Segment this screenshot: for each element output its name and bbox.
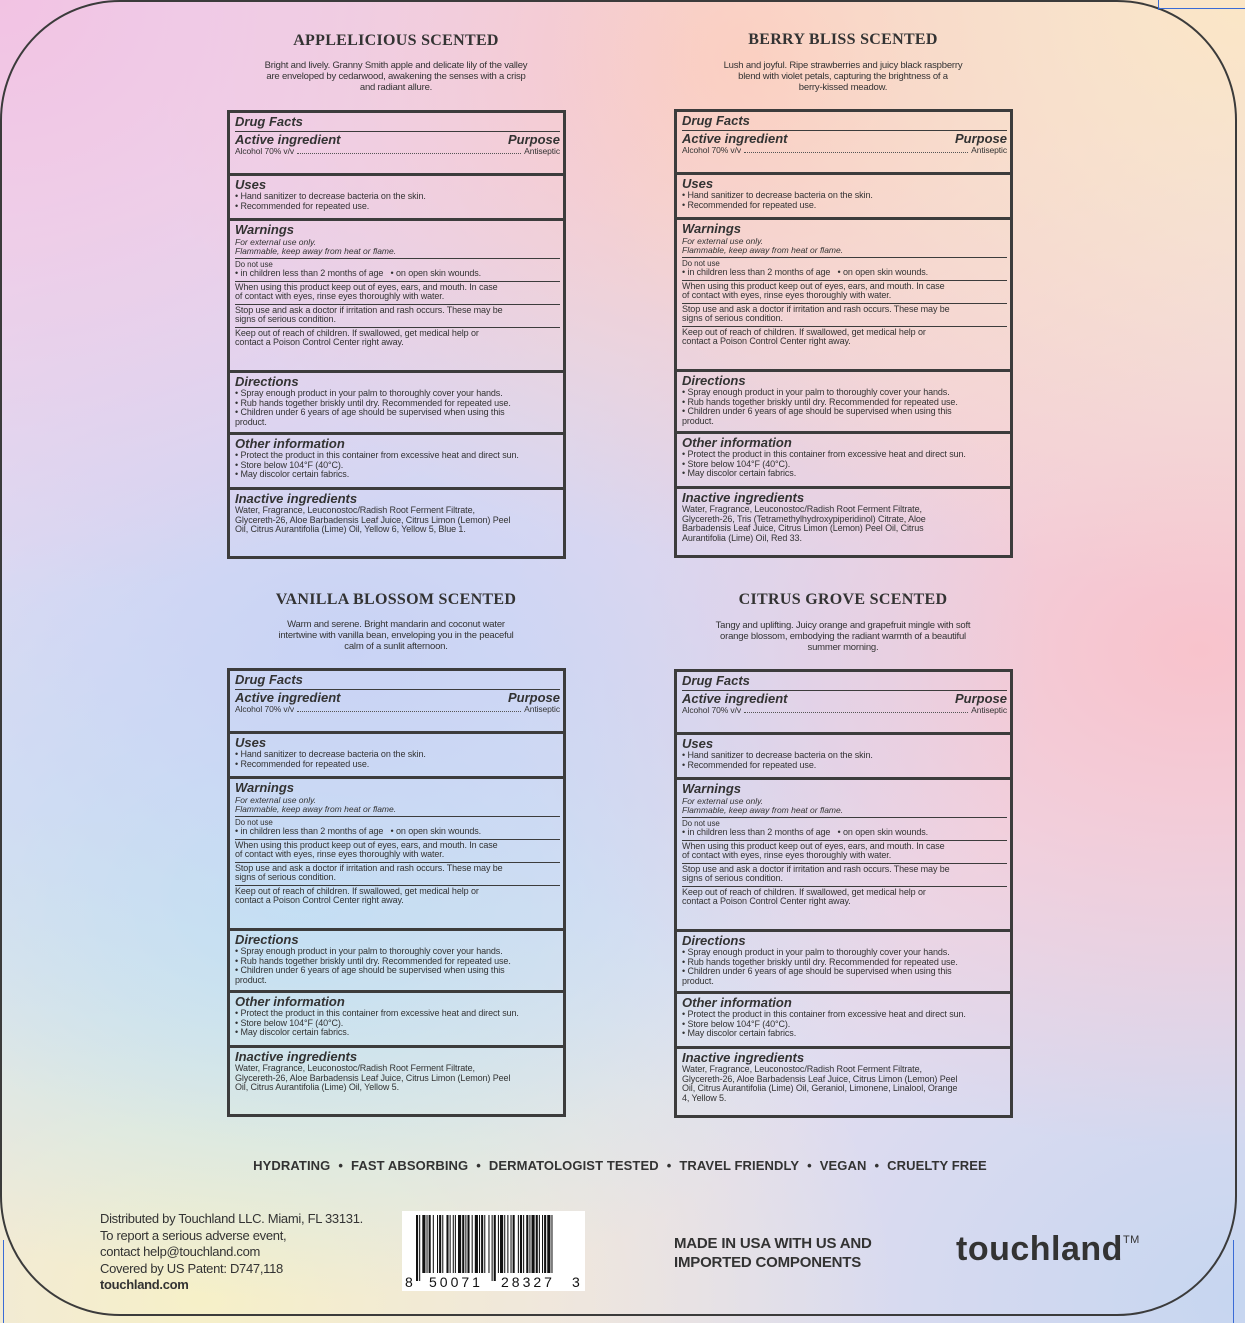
active-ingredient-line [235,147,560,157]
other-information-heading: Other information [682,435,792,450]
keep-out-line: Keep out of reach of children. If swallowed, get medical help or [682,326,926,337]
do-not-use-item: • in children less than 2 months of age [235,826,384,836]
directions-line: • Rub hands together briskly until dry. Recommended for repeated use. [235,397,511,408]
other-information-line: • Protect the product in this container from excessive heat and direct sun. [682,1009,966,1019]
inactive-ingredients-line: Water, Fragrance, Leuconostoc/Radish Root Ferment Filtrate, [235,505,475,515]
directions-line: • Children under 6 years of age should be supervised when using this [235,965,505,975]
claim-separator: • [807,1158,812,1173]
product-description [226,619,566,652]
when-using-block [235,282,560,305]
leader-dots [297,711,521,712]
do-not-use-line [682,268,1007,278]
claim: DERMATOLOGIST TESTED [488,1158,659,1173]
warning-italic-line: Flammable, keep away from heat or flame. [682,805,844,815]
barcode-bar [544,1215,546,1273]
claim: CRUELTY FREE [887,1158,987,1173]
barcode-bar [520,1215,522,1273]
inactive-ingredients-section [230,1048,563,1114]
do-not-use-item: • on open skin wounds. [837,267,929,277]
stop-use-line: Stop use and ask a doctor if irritation and rash occurs. These may be [235,862,503,873]
product-title: BERRY BLISS SCENTED [748,31,938,48]
active-ingredient-value: Alcohol 70% v/v [682,145,741,155]
description-line: blend with violet petals, capturing the brightness of a [738,71,948,82]
description-line: orange blossom, embodying the radiant warmth of a beautiful [720,631,966,642]
external-use-warning [235,795,560,817]
directions-line: • Children under 6 years of age should be supervised when using this [235,407,505,417]
drug-facts-heading: Drug Facts [235,672,303,687]
product-title: CITRUS GROVE SCENTED [738,591,948,608]
external-use-warning [682,796,1007,818]
other-information-section [230,435,563,490]
barcode-check-digit: 3 [572,1274,580,1290]
do-not-use-heading: Do not use [682,819,720,828]
active-ingredient-value: Alcohol 70% v/v [235,146,294,156]
directions-line: • Rub hands together briskly until dry. Recommended for repeated use. [682,396,958,407]
inactive-ingredients-section [677,489,1010,555]
drug-facts-header-section [677,672,1010,735]
other-information-line: • May discolor certain fabrics. [682,1028,797,1038]
drug-facts-header-section [230,671,563,734]
other-information-line: • May discolor certain fabrics. [235,469,350,479]
when-using-line: When using this product keep out of eyes, ears, and mouth. In case [682,280,945,291]
inactive-ingredients-heading: Inactive ingredients [235,491,358,506]
when-using-line: When using this product keep out of eyes, ears, and mouth. In case [235,839,498,850]
warnings-section [677,780,1010,932]
description-line: calm of a sunlit afternoon. [344,641,448,652]
claim-separator: • [666,1158,672,1173]
other-information-line: • Store below 104°F (40°C). [235,459,344,470]
directions-section [230,931,563,993]
do-not-use-line [235,827,560,837]
barcode-bar [492,1215,493,1281]
uses-line: • Recommended for repeated use. [235,200,370,211]
keep-out-line: Keep out of reach of children. If swallowed, get medical help or [235,885,479,896]
directions-line: • Spray enough product in your palm to thoroughly cover your hands. [682,387,950,397]
barcode-bar [453,1215,454,1273]
barcode-bar [536,1215,538,1273]
do-not-use-item: • on open skin wounds. [390,826,482,836]
warnings-heading: Warnings [682,781,741,796]
contact-line: contact help@touchland.com [100,1244,261,1259]
stop-use-line: Stop use and ask a doctor if irritation and rash occurs. These may be [235,304,503,315]
uses-line: • Hand sanitizer to decrease bacteria on the skin. [682,190,873,200]
drug-facts-heading: Drug Facts [682,673,750,688]
barcode-bar [484,1215,485,1273]
drug-facts-box [227,668,566,1117]
barcode-bar [472,1215,473,1273]
product-description [226,60,566,93]
other-information-line: • May discolor certain fabrics. [682,468,797,478]
do-not-use-heading: Do not use [235,260,273,269]
inactive-ingredients-section [677,1049,1010,1115]
purpose-value: Antiseptic [524,704,560,714]
active-ingredient-line [682,146,1007,156]
stop-use-block [682,864,1007,887]
directions-heading: Directions [235,374,299,389]
barcode-bar [526,1215,528,1273]
active-ingredient-row [682,130,1007,156]
barcode-bar [475,1215,478,1273]
barcode-bar [507,1215,508,1273]
uses-heading: Uses [235,177,267,192]
when-using-line: of contact with eyes, rinse eyes thoroughly with water. [682,290,892,300]
uses-line: • Hand sanitizer to decrease bacteria on the skin. [235,749,426,759]
inactive-ingredients-line: Glycereth-26, Tris (Tetramethylhydroxypiperidinol) Citrate, Aloe [682,513,926,524]
do-not-use-block [235,817,560,840]
uses-line: • Hand sanitizer to decrease bacteria on the skin. [682,750,873,760]
purpose-heading: Purpose [507,132,560,147]
when-using-block [682,281,1007,304]
barcode-bar [439,1215,441,1273]
inactive-ingredients-line: Glycereth-26, Aloe Barbadensis Leaf Juice, Citrus Limon (Lemon) Peel [235,1072,511,1083]
drug-facts-header-section [677,112,1010,175]
other-information-line: • May discolor certain fabrics. [235,1027,350,1037]
keep-out-block [235,886,560,908]
barcode-bar [446,1215,448,1273]
other-information-line: • Store below 104°F (40°C). [235,1017,344,1028]
barcode-bar [529,1215,530,1273]
uses-line: • Recommended for repeated use. [235,758,370,769]
do-not-use-heading: Do not use [235,818,273,827]
do-not-use-block [682,258,1007,281]
active-ingredient-heading: Active ingredient [235,690,341,705]
barcode-lead-digit: 8 [405,1274,413,1290]
barcode-bar [458,1215,461,1273]
directions-line: • Children under 6 years of age should be supervised when using this [682,966,952,976]
other-information-line: • Protect the product in this container from excessive heat and direct sun. [235,450,519,460]
claim: HYDRATING [253,1158,331,1173]
brand-logo [956,1230,1140,1269]
warning-italic-line: Flammable, keep away from heat or flame. [682,245,844,255]
purpose-value: Antiseptic [971,145,1007,155]
description-line: summer morning. [807,642,879,653]
active-ingredient-heading: Active ingredient [682,691,788,706]
directions-line: • Rub hands together briskly until dry. Recommended for repeated use. [682,956,958,967]
barcode-bar [419,1215,420,1281]
when-using-line: When using this product keep out of eyes, ears, and mouth. In case [682,840,945,851]
do-not-use-item: • on open skin wounds. [390,268,482,278]
stop-use-line: signs of serious condition. [235,872,336,882]
do-not-use-item: • in children less than 2 months of age [682,267,831,277]
uses-line: • Recommended for repeated use. [682,759,817,770]
barcode-right-digits: 28327 [501,1274,555,1290]
uses-section [230,734,563,779]
directions-line: • Rub hands together briskly until dry. Recommended for repeated use. [235,955,511,966]
do-not-use-line [682,828,1007,838]
barcode-bar [467,1215,469,1273]
trademark-mark: TM [1122,1234,1140,1246]
patent-line: Covered by US Patent: D747,118 [100,1260,283,1276]
do-not-use-block [682,818,1007,841]
stop-use-line: signs of serious condition. [235,314,336,324]
other-information-section [230,993,563,1048]
drug-facts-heading: Drug Facts [682,113,750,128]
directions-heading: Directions [682,373,746,388]
distributor-line: Distributed by Touchland LLC. Miami, FL 33131. [100,1211,363,1226]
directions-heading: Directions [235,932,299,947]
barcode-bar [494,1215,496,1281]
claim: FAST ABSORBING [351,1158,469,1173]
directions-line: • Spray enough product in your palm to thoroughly cover your hands. [235,946,503,956]
do-not-use-line [235,269,560,279]
description-line: Lush and joyful. Ripe strawberries and juicy black raspberry [723,60,963,71]
active-ingredient-line [682,706,1007,716]
directions-line: product. [235,974,267,985]
other-information-section [677,434,1010,489]
barcode-bar [511,1215,512,1273]
other-information-line: • Protect the product in this container from excessive heat and direct sun. [682,449,966,459]
trim-mark [3,1240,4,1323]
uses-heading: Uses [235,735,267,750]
inactive-ingredients-heading: Inactive ingredients [682,490,805,505]
active-heading-row [235,691,560,705]
drug-facts-box [674,669,1013,1118]
keep-out-line: contact a Poison Control Center right away. [235,895,404,905]
barcode-bar [523,1215,524,1273]
barcode-bar [500,1215,503,1273]
keep-out-line: Keep out of reach of children. If swallowed, get medical help or [235,327,479,338]
active-heading-row [235,133,560,147]
leader-dots [744,152,968,153]
stop-use-line: Stop use and ask a doctor if irritation and rash occurs. These may be [682,303,950,314]
warnings-heading: Warnings [235,780,294,795]
made-in-usa [674,1234,872,1272]
barcode-bar [465,1215,466,1273]
description-line: Bright and lively. Granny Smith apple and delicate lily of the valley [264,60,528,71]
leader-dots [744,712,968,713]
stop-use-line: signs of serious condition. [682,873,783,883]
drug-facts-box [227,110,566,559]
purpose-heading: Purpose [507,690,560,705]
when-using-line: of contact with eyes, rinse eyes thoroughly with water. [235,849,445,859]
barcode-bar [539,1215,540,1273]
claim-separator: • [874,1158,880,1173]
barcode-bar [429,1215,431,1273]
other-information-line: • Store below 104°F (40°C). [682,458,791,469]
directions-line: product. [235,416,267,427]
inactive-ingredients-line: 4, Yellow 5. [682,1092,727,1103]
active-ingredient-row [235,131,560,157]
inactive-ingredients-line: Glycereth-26, Aloe Barbadensis Leaf Juice, Citrus Limon (Lemon) Peel [682,1073,958,1084]
description-line: Warm and serene. Bright mandarin and coconut water [287,619,505,630]
keep-out-line: Keep out of reach of children. If swallowed, get medical help or [682,886,926,897]
other-information-heading: Other information [235,994,345,1009]
warning-italic-line: For external use only. [682,236,764,246]
barcode-bar [542,1215,543,1273]
other-information-line: • Protect the product in this container from excessive heat and direct sun. [235,1008,519,1018]
inactive-ingredients-line: Oil, Citrus Aurantifolia (Lime) Oil, Yellow 6, Yellow 5, Blue 1. [235,524,466,534]
warnings-section [677,220,1010,372]
warning-italic-line: Flammable, keep away from heat or flame. [235,804,397,814]
other-information-heading: Other information [235,436,345,451]
active-ingredient-heading: Active ingredient [682,131,788,146]
other-information-line: • Store below 104°F (40°C). [682,1018,791,1029]
uses-section [677,175,1010,220]
directions-section [230,373,563,435]
external-use-warning [235,237,560,259]
inactive-ingredients-line: Water, Fragrance, Leuconostoc/Radish Root Ferment Filtrate, [235,1063,475,1073]
inactive-ingredients-heading: Inactive ingredients [682,1050,805,1065]
barcode-bar [416,1215,418,1281]
drug-facts-box [674,109,1013,558]
when-using-line: When using this product keep out of eyes, ears, and mouth. In case [235,281,498,292]
barcode-bar [462,1215,464,1273]
directions-line: • Spray enough product in your palm to thoroughly cover your hands. [682,947,950,957]
active-ingredient-line [235,705,560,715]
trim-mark [1158,8,1245,9]
other-information-section [677,994,1010,1049]
barcode-bar [547,1215,550,1273]
product-description [672,60,1014,93]
external-use-warning [682,236,1007,258]
barcode-bar [504,1215,505,1273]
directions-line: product. [682,975,714,986]
uses-line: • Recommended for repeated use. [682,199,817,210]
inactive-ingredients-line: Water, Fragrance, Leuconostoc/Radish Root Ferment Filtrate, [682,504,922,514]
when-using-block [682,841,1007,864]
claim-separator: • [338,1158,344,1173]
purpose-value: Antiseptic [971,705,1007,715]
stop-use-line: signs of serious condition. [682,313,783,323]
keep-out-block [682,887,1007,909]
do-not-use-block [235,259,560,282]
product-description [672,620,1014,653]
warning-italic-line: For external use only. [235,795,317,805]
leader-dots [297,153,521,154]
active-ingredient-heading: Active ingredient [235,132,341,147]
inactive-ingredients-line: Oil, Citrus Aurantifolia (Lime) Oil, Yellow 5. [235,1082,399,1092]
warning-italic-line: Flammable, keep away from heat or flame. [235,246,397,256]
uses-heading: Uses [682,736,714,751]
barcode-bar [513,1215,515,1273]
warnings-section [230,221,563,373]
stop-use-block [682,304,1007,327]
inactive-ingredients-line: Water, Fragrance, Leuconostoc/Radish Root Ferment Filtrate, [682,1064,922,1074]
active-ingredient-value: Alcohol 70% v/v [235,704,294,714]
keep-out-line: contact a Poison Control Center right away. [235,337,404,347]
barcode-bar [450,1215,451,1273]
directions-line: • Children under 6 years of age should be supervised when using this [682,406,952,416]
barcode-bar [518,1215,519,1273]
directions-line: • Spray enough product in your palm to thoroughly cover your hands. [235,388,503,398]
keep-out-line: contact a Poison Control Center right away. [682,896,851,906]
when-using-block [235,840,560,863]
when-using-line: of contact with eyes, rinse eyes thoroughly with water. [235,291,445,301]
uses-section [230,176,563,221]
active-ingredient-row [682,690,1007,716]
barcode-bar [455,1215,456,1273]
purpose-heading: Purpose [954,691,1007,706]
stop-use-block [235,305,560,328]
active-heading-row [682,692,1007,706]
barcode-bar [488,1215,489,1273]
warnings-section [230,779,563,931]
barcode-bar [437,1215,438,1273]
logo-text: touchland [956,1230,1123,1268]
active-ingredient-row [235,689,560,715]
purpose-value: Antiseptic [524,146,560,156]
directions-section [677,932,1010,994]
barcode-left-digits: 50071 [429,1274,483,1290]
stop-use-line: Stop use and ask a doctor if irritation and rash occurs. These may be [682,863,950,874]
inactive-ingredients-section [230,490,563,556]
do-not-use-item: • in children less than 2 months of age [235,268,384,278]
warnings-heading: Warnings [235,222,294,237]
product-title: APPLELICIOUS SCENTED [293,32,499,49]
when-using-line: of contact with eyes, rinse eyes thoroughly with water. [682,850,892,860]
made-in-line: IMPORTED COMPONENTS [674,1254,862,1271]
inactive-ingredients-line: Aurantifolia (Lime) Oil, Red 33. [682,532,802,543]
inactive-ingredients-heading: Inactive ingredients [235,1049,358,1064]
do-not-use-heading: Do not use [682,259,720,268]
warning-italic-line: For external use only. [235,237,317,247]
stop-use-block [235,863,560,886]
website-line: touchland.com [100,1277,189,1292]
claim: VEGAN [819,1158,867,1173]
distributor-info [100,1211,363,1294]
barcode-bar [422,1215,425,1273]
barcode-bar [427,1215,428,1273]
inactive-ingredients-line: Barbadensis Leaf Juice, Citrus Limon (Lemon) Peel Oil, Citrus [682,523,924,533]
directions-heading: Directions [682,933,746,948]
other-information-heading: Other information [682,995,792,1010]
description-line: Tangy and uplifting. Juicy orange and grapefruit mingle with soft [715,620,971,631]
keep-out-block [235,328,560,350]
directions-line: product. [682,415,714,426]
inactive-ingredients-line: Glycereth-26, Aloe Barbadensis Leaf Juice, Citrus Limon (Lemon) Peel [235,514,511,525]
barcode [402,1211,585,1291]
product-claims [0,1158,1240,1173]
description-line: intertwine with vanilla bean, enveloping you in the peaceful [278,630,514,641]
warnings-heading: Warnings [682,221,741,236]
purpose-heading: Purpose [954,131,1007,146]
claim: TRAVEL FRIENDLY [679,1158,800,1173]
directions-section [677,372,1010,434]
description-line: are enveloped by cedarwood, awakening the senses with a crisp [266,71,526,82]
do-not-use-item: • in children less than 2 months of age [682,827,831,837]
drug-facts-heading: Drug Facts [235,114,303,129]
product-title: VANILLA BLOSSOM SCENTED [275,591,517,608]
description-line: berry-kissed meadow. [798,82,888,93]
do-not-use-item: • on open skin wounds. [837,827,929,837]
keep-out-block [682,327,1007,349]
keep-out-line: contact a Poison Control Center right away. [682,336,851,346]
uses-heading: Uses [682,176,714,191]
barcode-bar [481,1215,483,1273]
drug-facts-header-section [230,113,563,176]
uses-section [677,735,1010,780]
barcode-bar [442,1215,443,1273]
adverse-event-line: To report a serious adverse event, [100,1227,287,1243]
active-heading-row [682,132,1007,146]
inactive-ingredients-line: Oil, Citrus Aurantifolia (Lime) Oil, Geraniol, Limonene, Linalool, Orange [682,1083,958,1093]
barcode-bar [532,1215,535,1273]
barcode-bar [551,1215,552,1273]
description-line: and radiant allure. [359,82,433,93]
uses-line: • Hand sanitizer to decrease bacteria on the skin. [235,191,426,201]
barcode-bar [498,1215,499,1273]
warning-italic-line: For external use only. [682,796,764,806]
trim-mark [1233,1240,1234,1323]
barcode-bar [433,1215,434,1273]
active-ingredient-value: Alcohol 70% v/v [682,705,741,715]
barcode-bar [479,1215,480,1273]
claim-separator: • [476,1158,481,1173]
made-in-line: MADE IN USA WITH US AND [674,1235,872,1252]
